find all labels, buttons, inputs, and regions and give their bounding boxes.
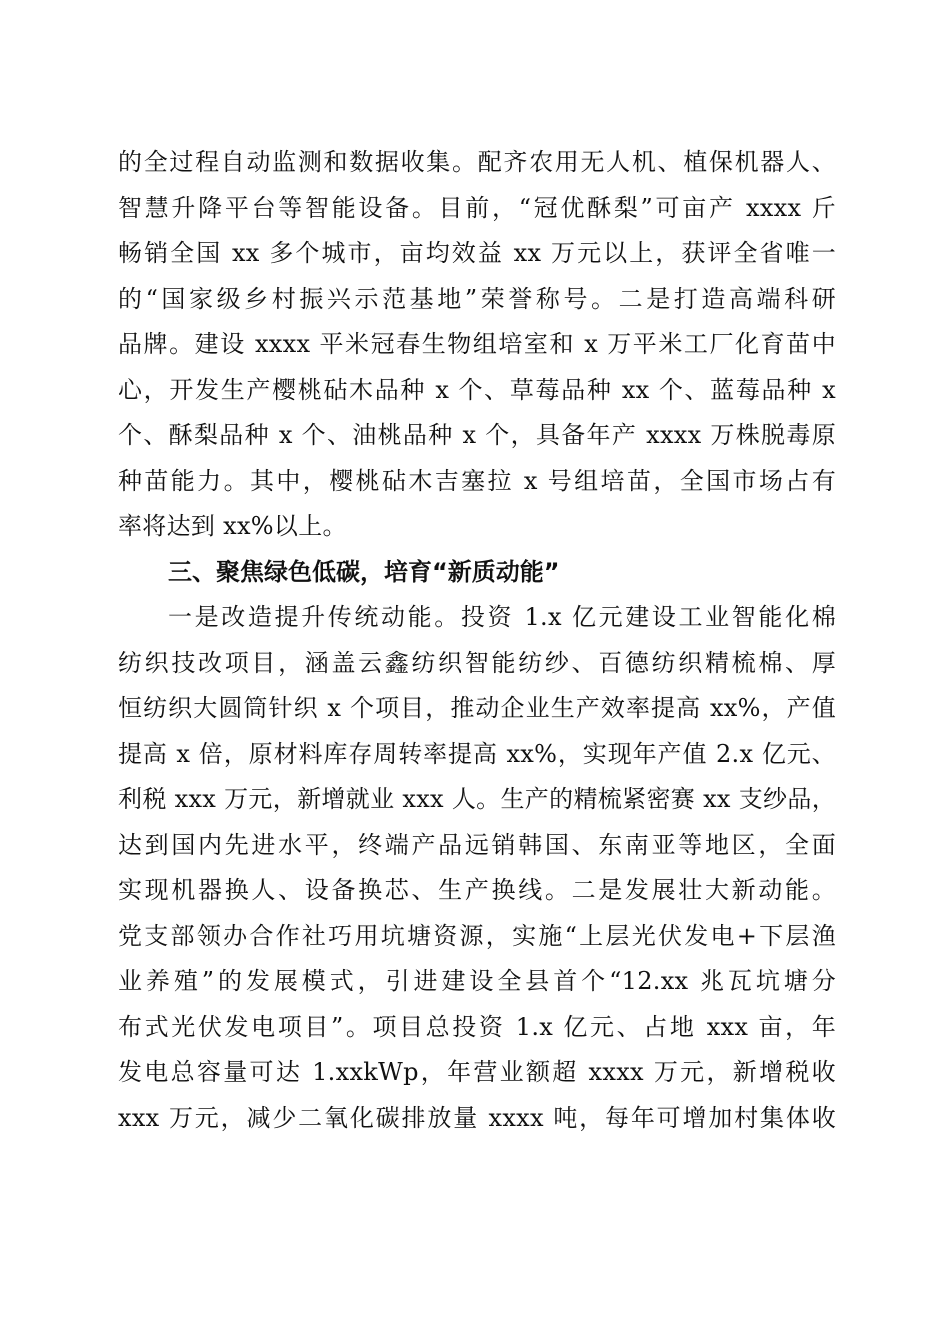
text-line: 党支部领办合作社巧用坑塘资源，实施“上层光伏发电+下层渔 <box>118 921 836 950</box>
text-line: 提高 x 倍，原材料库存周转率提高 xx%，实现年产值 2.x 亿元、 <box>118 739 836 768</box>
text-line: 率将达到 xx%以上。 <box>118 512 347 540</box>
paragraph-2 <box>118 595 836 1141</box>
text-line: 纺织技改项目，涵盖云鑫纺织智能纺纱、百德纺织精梳棉、厚 <box>118 648 836 677</box>
text-line: 心，开发生产樱桃砧木品种 x 个、草莓品种 xx 个、蓝莓品种 x <box>118 375 836 404</box>
section-heading: 三、聚焦绿色低碳，培育“新质动能” <box>168 557 560 586</box>
text-line: 布式光伏发电项目”。项目总投资 1.x 亿元、占地 xxx 亩，年 <box>118 1012 836 1041</box>
text-line: 业养殖”的发展模式，引进建设全县首个“12.xx 兆瓦坑塘分 <box>118 967 836 995</box>
text-line: 品牌。建设 xxxx 平米冠春生物组培室和 x 万平米工厂化育苗中 <box>118 330 836 358</box>
text-line: 恒纺织大圆筒针织 x 个项目，推动企业生产效率提高 xx%，产值 <box>118 694 836 722</box>
text-line: xxx 万元，减少二氧化碳排放量 xxxx 吨，每年可增加村集体收 <box>118 1103 836 1132</box>
text-line: 智慧升降平台等智能设备。目前，“冠优酥梨”可亩产 xxxx 斤 <box>118 193 836 222</box>
text-line: 种苗能力。其中，樱桃砧木吉塞拉 x 号组培苗，全国市场占有 <box>118 466 836 495</box>
text-line: 一是改造提升传统动能。投资 1.x 亿元建设工业智能化棉 <box>168 603 836 631</box>
text-line: 的全过程自动监测和数据收集。配齐农用无人机、植保机器人、 <box>118 148 836 176</box>
text-line: 的“国家级乡村振兴示范基地”荣誉称号。二是打造高端科研 <box>118 284 836 313</box>
paragraph-1 <box>118 140 836 550</box>
text-line: 实现机器换人、设备换芯、生产换线。二是发展壮大新动能。 <box>118 876 836 904</box>
text-line: 达到国内先进水平，终端产品远销韩国、东南亚等地区，全面 <box>118 830 836 859</box>
text-line: 个、酥梨品种 x 个、油桃品种 x 个，具备年产 xxxx 万株脱毒原 <box>118 421 836 449</box>
text-line: 畅销全国 xx 多个城市，亩均效益 xx 万元以上，获评全省唯一 <box>118 239 836 267</box>
text-line: 利税 xxx 万元，新增就业 xxx 人。生产的精梳紧密赛 xx 支纱品， <box>118 785 836 813</box>
text-line: 发电总容量可达 1.xxkWp，年营业额超 xxxx 万元，新增税收 <box>118 1058 836 1086</box>
